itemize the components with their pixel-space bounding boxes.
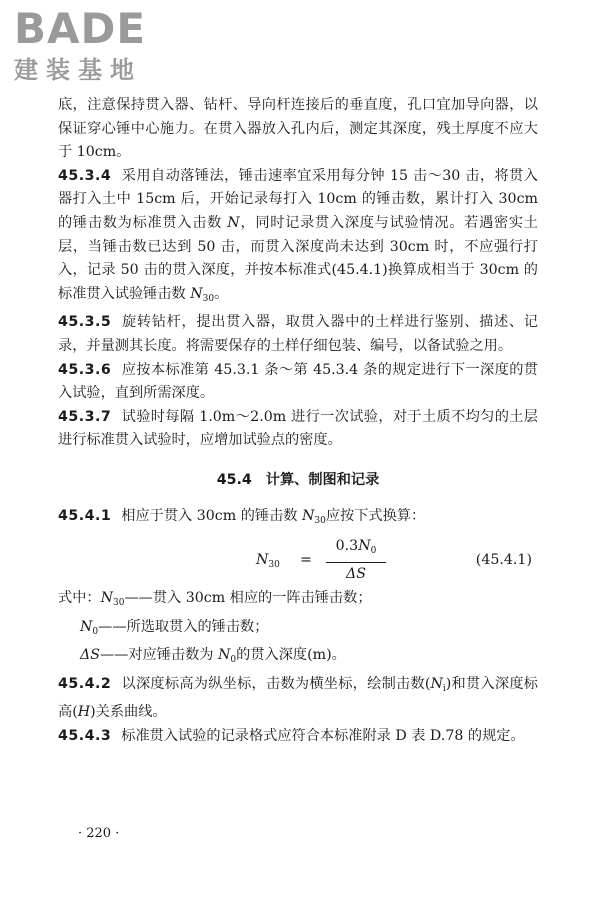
formula-lhs: $N_{30}$ (256, 552, 280, 571)
clause-number: 45.3.6 (58, 361, 112, 378)
clause-number: 45.4.3 (58, 728, 112, 745)
clause-45-4-2: 45.4.2 以深度标高为纵坐标，击数为横坐标，绘制击数$(N_i)$和贯入深度标高(H)关系曲线。 (58, 675, 538, 721)
formula-45-4-1 (58, 535, 538, 583)
clause-number: 45.3.5 (58, 314, 112, 331)
definition-n0: $N_0——$所选取贯入的锤击数； (80, 618, 269, 637)
paragraph-continuation: 底，注意保持贯入器、钻杆、导向杆连接后的垂直度，孔口宜加导向器，以保证穿心锤中心施力。在贯入器放入孔内后，测定其深度，残土厚度不应大于 10cm。 (58, 97, 538, 161)
variable-definitions (58, 587, 538, 673)
section-title: 计算、制图和记录 (265, 471, 380, 488)
clause-45-3-6: 45.3.6 应按本标准第 45.3.1 条～第 45.3.4 条的规定进行下一深度的贯入试验，直到所需深度。 (58, 361, 538, 402)
formula-equals: = (300, 552, 312, 569)
page-number: · 220 · (78, 826, 120, 841)
document-body (58, 94, 538, 749)
logo-brand: BADE (14, 4, 147, 53)
definition-n30: 式中：$N_{30}——$贯入 30cm 相应的一阵击锤击数； (58, 590, 372, 609)
clause-number: 45.4.2 (58, 675, 112, 692)
formula-number: (45.4.1) (475, 552, 532, 569)
clause-45-3-7: 45.3.7 试验时每隔 1.0m～2.0m 进行一次试验，对于土质不均匀的土层进行标准贯入试验时，应增加试验点的密度。 (58, 408, 538, 449)
clause-45-3-4: 45.3.4 采用自动落锤法，锤击速率宜采用每分钟 15 击～30 击，将贯入器打入土中 15cm 后，开始记录每打入 10cm 的锤击数，累计打入 30cm 的锤击数为标准贯入击数 N，同时记录贯入深度与试验情况。若遇密实土层，当锤击数已达到 50 击，而贯入深度尚未达到 30cm 时，不应强行打入，记录 50 击的贯入深度，并按本标准式(45.4.1)换算成相当于 30cm 的标准贯入试验锤击数 $N_{30}$。 (58, 167, 538, 304)
clause-45-3-5: 45.3.5 旋转钻杆，提出贯入器，取贯入器中的土样进行鉴别、描述、记录，并量测其长度。将需要保存的土样仔细包装、编号，以备试验之用。 (58, 314, 538, 354)
section-number: 45.4 (216, 471, 252, 488)
logo (14, 4, 174, 84)
clause-45-4-3: 45.4.3 标准贯入试验的记录格式应符合本标准附录 D 表 D.78 的规定。 (58, 728, 525, 745)
section-heading (58, 469, 538, 493)
formula-numerator: $0.3N_0$ (326, 535, 386, 563)
clause-45-4-1: 45.4.1 相应于贯入 30cm 的锤击数 $N_{30}$应按下式换算： (58, 507, 426, 526)
formula-denominator: ΔS (346, 566, 366, 583)
clause-number: 45.4.1 (58, 507, 112, 524)
clause-number: 45.3.4 (58, 167, 112, 184)
clause-number: 45.3.7 (58, 408, 112, 425)
definition-delta-s: ΔS——对应锤击数为 $N_0$的贯入深度(m)。 (80, 647, 346, 666)
logo-subtitle: 建装基地 (14, 56, 142, 84)
formula-fraction (326, 535, 386, 585)
